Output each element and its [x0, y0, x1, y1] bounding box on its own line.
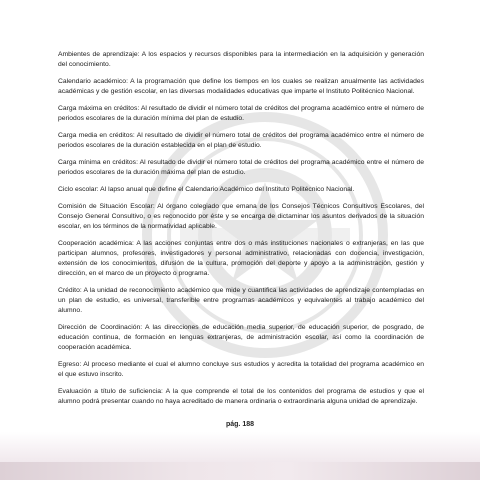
- definition-calendario-academico: Calendario académico: A la programación que define los tiempos en los cuales se realizan anualmente las actividades académicas y de gestión escolar, en las diversas modalidades educativas que imparte el Instituto Politécnico Nacional.: [58, 78, 424, 95]
- definition-ambientes-de-aprendizaje: Ambientes de aprendizaje: A los espacios y recursos disponibles para la intermediación en la adquisición y generación del conocimiento.: [58, 51, 424, 68]
- definition-ciclo-escolar: Ciclo escolar: Al lapso anual que define el Calendario Académico del Instituto Politécnico Nacional.: [58, 186, 355, 193]
- definition-carga-maxima: Carga máxima en créditos: Al resultado de dividir el número total de créditos del programa académico entre el número de periodos escolares de la duración mínima del plan de estudio.: [58, 105, 424, 122]
- definition-evaluacion-titulo-suficiencia: Evaluación a título de suficiencia: A la que comprende el total de los contenidos del programa de estudios y que el alumno podrá presentar cuando no haya acreditado de manera ordinaria o extraordinaria alguna unidad de aprendizaje.: [58, 388, 424, 405]
- definition-egreso: Egreso: Al proceso mediante el cual el alumno concluye sus estudios y acredita la totalidad del programa académico en el que estuvo inscrito.: [58, 361, 424, 378]
- definition-comision-situacion-escolar: Comisión de Situación Escolar: Al órgano colegiado que emana de los Consejos Técnicos Consultivos Escolares, del Consejo General Consultivo, o es reconocido por éste y se encarga de dictaminar los asuntos derivados de la situación escolar, en los términos de la normatividad aplicable.: [58, 203, 424, 230]
- definition-credito: Crédito: A la unidad de reconocimiento académico que mide y cuantifica las actividades de aprendizaje contempladas en un plan de estudio, es universal, transferible entre programas académicos y equivalentes al trabajo académico del alumno.: [58, 287, 424, 314]
- document-body: [58, 50, 424, 414]
- definition-cooperacion-academica: Cooperación académica: A las acciones conjuntas entre dos o más instituciones nacionales o extranjeras, en las que participan alumnos, profesores, investigadores y personal administrativo, relacionadas con docencia, investigación, extensión de los conocimientos, difusión de la cultura, promoción del deporte y apoyo a la administración, gestión y dirección, en el marco de un proyecto o programa.: [58, 240, 424, 277]
- definition-carga-minima: Carga mínima en créditos: Al resultado de dividir el número total de créditos del programa académico entre el número de periodos escolares de la duración máxima del plan de estudio.: [58, 159, 424, 176]
- definition-direccion-de-coordinacion: Dirección de Coordinación: A las direcciones de educación media superior, de educación superior, de posgrado, de educación continua, de formación en lenguas extranjeras, de administración escolar, así como la coordinación de cooperación académica.: [58, 324, 424, 351]
- footer-band: [0, 432, 480, 480]
- definition-carga-media: Carga media en créditos: Al resultado de dividir el número total de créditos del programa académico entre el número de periodos escolares de la duración establecida en el plan de estudio.: [58, 132, 424, 149]
- footer-stripe: [0, 462, 480, 480]
- page-number: pág. 188: [225, 421, 254, 428]
